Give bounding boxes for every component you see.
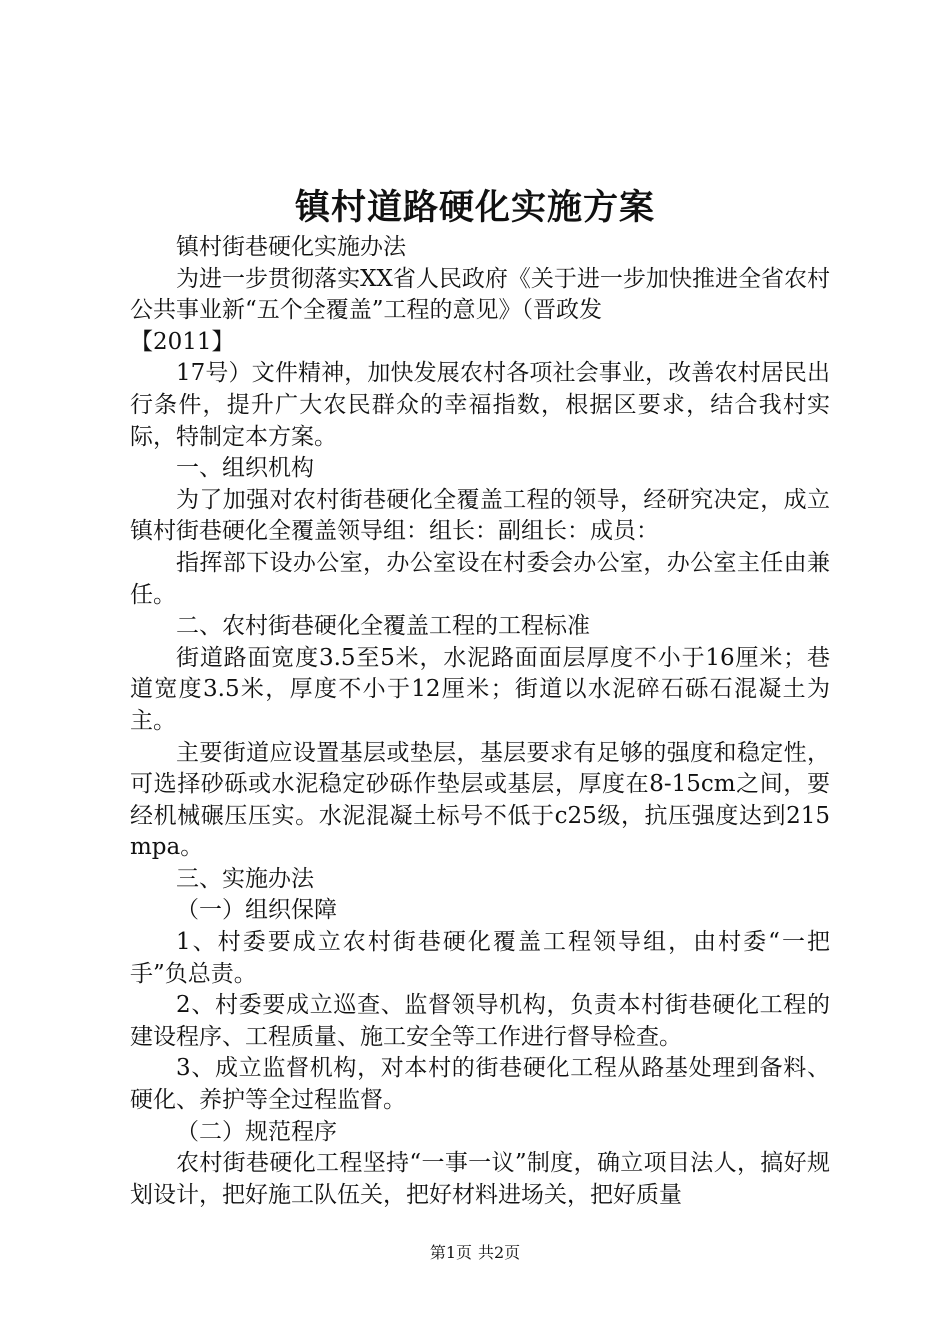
- document-body: [130, 232, 830, 1211]
- paragraph-item-2: 2、村委要成立巡查、监督领导机构，负责本村街巷硬化工程的建设程序、工程质量、施工安全等工作进行督导检查。: [130, 992, 830, 1050]
- paragraph-intro: 为进一步贯彻落实XX省人民政府《关于进一步加快推进全省农村公共事业新“五个全覆盖”工程的意见》（晋政发: [130, 265, 830, 324]
- page-number: 第1页: [429, 1243, 472, 1262]
- section-heading-organization: 一、组织机构: [176, 455, 314, 482]
- page-total: 共2页: [478, 1243, 521, 1262]
- subsection-heading-organization-guarantee: （一）组织保障: [176, 897, 337, 924]
- paragraph-road-width: 街道路面宽度3.5至5米，水泥路面面层厚度不小于16厘米；巷道宽度3.5米，厚度不小于12厘米；街道以水泥碎石砾石混凝土为主。: [130, 644, 830, 734]
- paragraph-procedure: 农村街巷硬化工程坚持“一事一议”制度，确立项目法人，搞好规划设计，把好施工队伍关，把好材料进场关，把好质量: [130, 1150, 830, 1208]
- paragraph-item-3: 3、成立监督机构，对本村的街巷硬化工程从路基处理到备料、硬化、养护等全过程监督。: [130, 1055, 830, 1114]
- paragraph-base-layer: 主要街道应设置基层或垫层，基层要求有足够的强度和稳定性，可选择砂砾或水泥稳定砂砾作垫层或基层，厚度在8-15cm之间，要经机械碾压压实。水泥混凝土标号不低于c25级，抗压强度达到215mpa。: [130, 739, 830, 861]
- section-heading-implementation: 三、实施办法: [176, 865, 314, 892]
- subsection-heading-standard-procedure: （二）规范程序: [176, 1118, 337, 1145]
- document-title: 镇村道路硬化实施方案: [294, 187, 655, 228]
- paragraph-subtitle: 镇村街巷硬化实施办法: [176, 234, 406, 260]
- paragraph-doc-number: 【2011】: [130, 328, 235, 355]
- paragraph-leading-group: 为了加强对农村街巷硬化全覆盖工程的领导，经研究决定，成立镇村街巷硬化全覆盖领导组：组长：副组长：成员：: [130, 486, 830, 545]
- paragraph-purpose: 17号）文件精神，加快发展农村各项社会事业，改善农村居民出行条件，提升广大农民群众的幸福指数，根据区要求，结合我村实际，特制定本方案。: [130, 360, 830, 450]
- paragraph-item-1: 1、村委要成立农村街巷硬化覆盖工程领导组，由村委“一把手”负总责。: [130, 929, 830, 987]
- paragraph-office: 指挥部下设办公室，办公室设在村委会办公室，办公室主任由兼任。: [130, 549, 830, 608]
- section-heading-standards: 二、农村街巷硬化全覆盖工程的工程标准: [176, 613, 590, 640]
- page-footer: [0, 1243, 950, 1263]
